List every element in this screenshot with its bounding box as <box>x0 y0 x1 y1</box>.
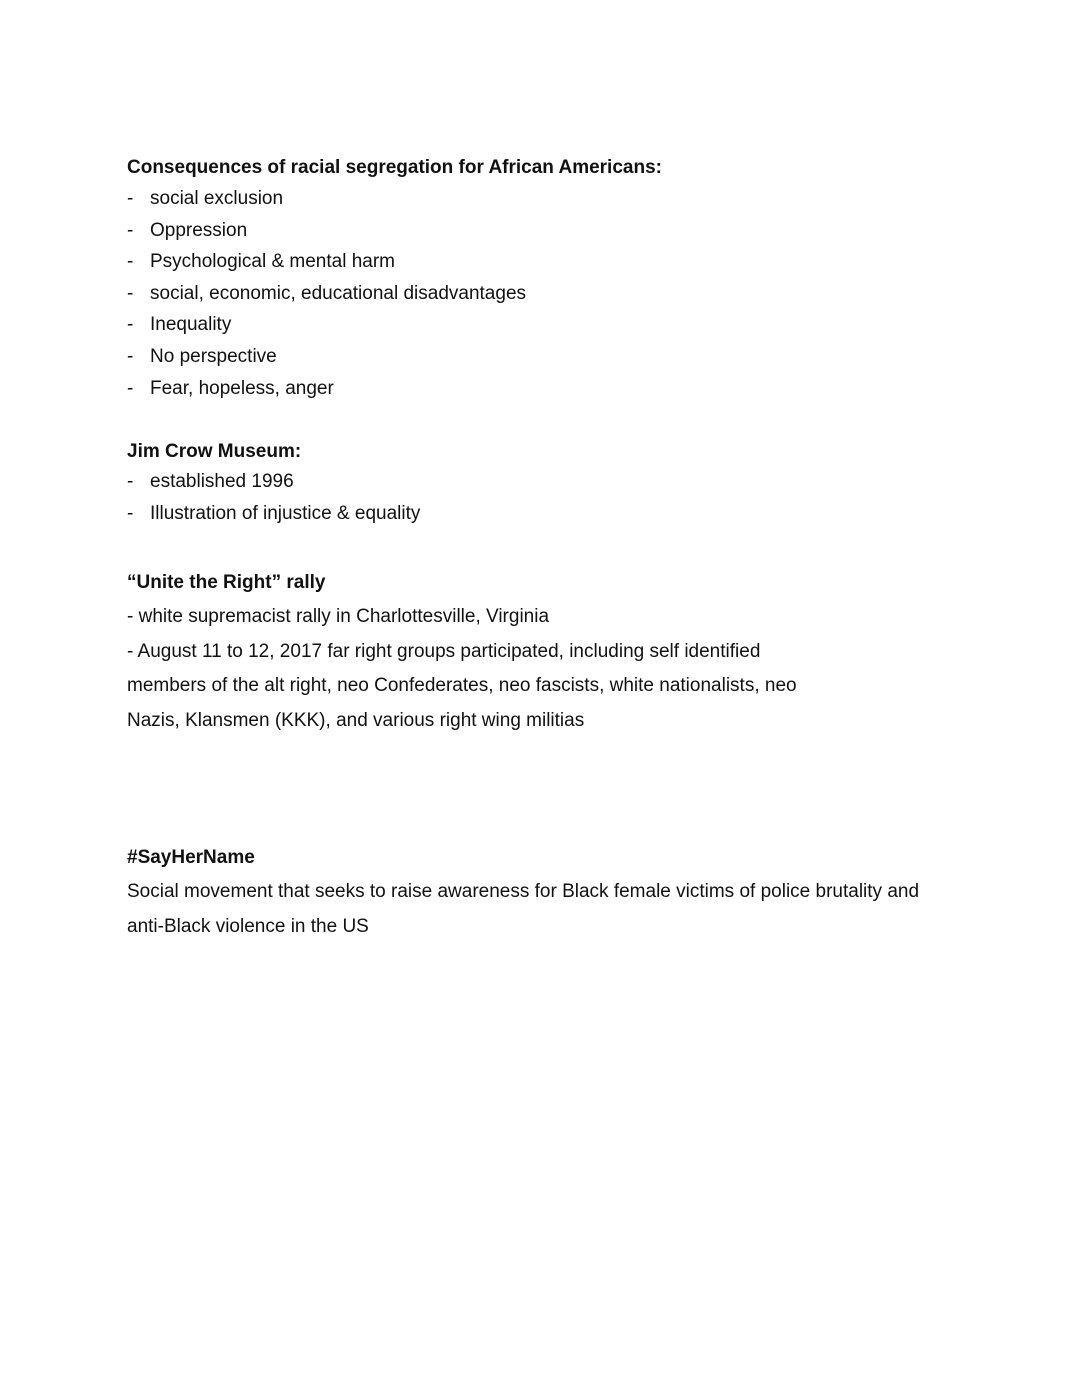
jim-crow-section <box>127 440 967 533</box>
rally-body <box>127 600 967 738</box>
dash-marker: - <box>127 188 134 209</box>
list-item: - Oppression <box>127 219 248 241</box>
dash-marker: - <box>127 282 134 304</box>
consequences-heading: Consequences of racial segregation for African Americans: <box>127 157 662 178</box>
text-line: - August 11 to 12, 2017 far right groups participated, including self identified <box>127 640 761 662</box>
consequences-list <box>127 187 967 401</box>
list-item: - social, economic, educational disadvantages <box>127 282 527 304</box>
consequences-section <box>127 156 967 408</box>
say-her-name-heading: #SayHerName <box>127 847 255 868</box>
dash-marker: - <box>127 219 134 241</box>
dash-marker: - <box>127 251 134 273</box>
list-item: - social exclusion <box>127 188 284 209</box>
text-line: - white supremacist rally in Charlottesville, Virginia <box>127 606 550 627</box>
dash-marker: - <box>127 502 134 524</box>
list-item: - Inequality <box>127 314 232 336</box>
list-item: - Illustration of injustice & equality <box>127 502 421 524</box>
list-item: - established 1996 <box>127 471 294 492</box>
jim-crow-list <box>127 470 967 526</box>
dash-marker: - <box>127 345 134 367</box>
rally-heading: “Unite the Right” rally <box>127 572 326 593</box>
dash-marker: - <box>127 377 134 399</box>
text-line: anti-Black violence in the US <box>127 915 369 937</box>
jim-crow-heading: Jim Crow Museum: <box>127 441 302 462</box>
text-line: Nazis, Klansmen (KKK), and various right wing militias <box>127 709 585 731</box>
list-item: - No perspective <box>127 345 277 367</box>
unite-the-right-section <box>127 571 967 738</box>
dash-marker: - <box>127 314 134 336</box>
text-line: members of the alt right, neo Confederates, neo fascists, white nationalists, neo <box>127 675 797 696</box>
say-her-name-section <box>127 846 967 944</box>
text-line: Social movement that seeks to raise awareness for Black female victims of police brutality and <box>127 881 920 902</box>
list-item: - Fear, hopeless, anger <box>127 377 334 399</box>
dash-marker: - <box>127 471 134 492</box>
list-item: - Psychological & mental harm <box>127 251 395 273</box>
say-her-name-body <box>127 875 967 944</box>
